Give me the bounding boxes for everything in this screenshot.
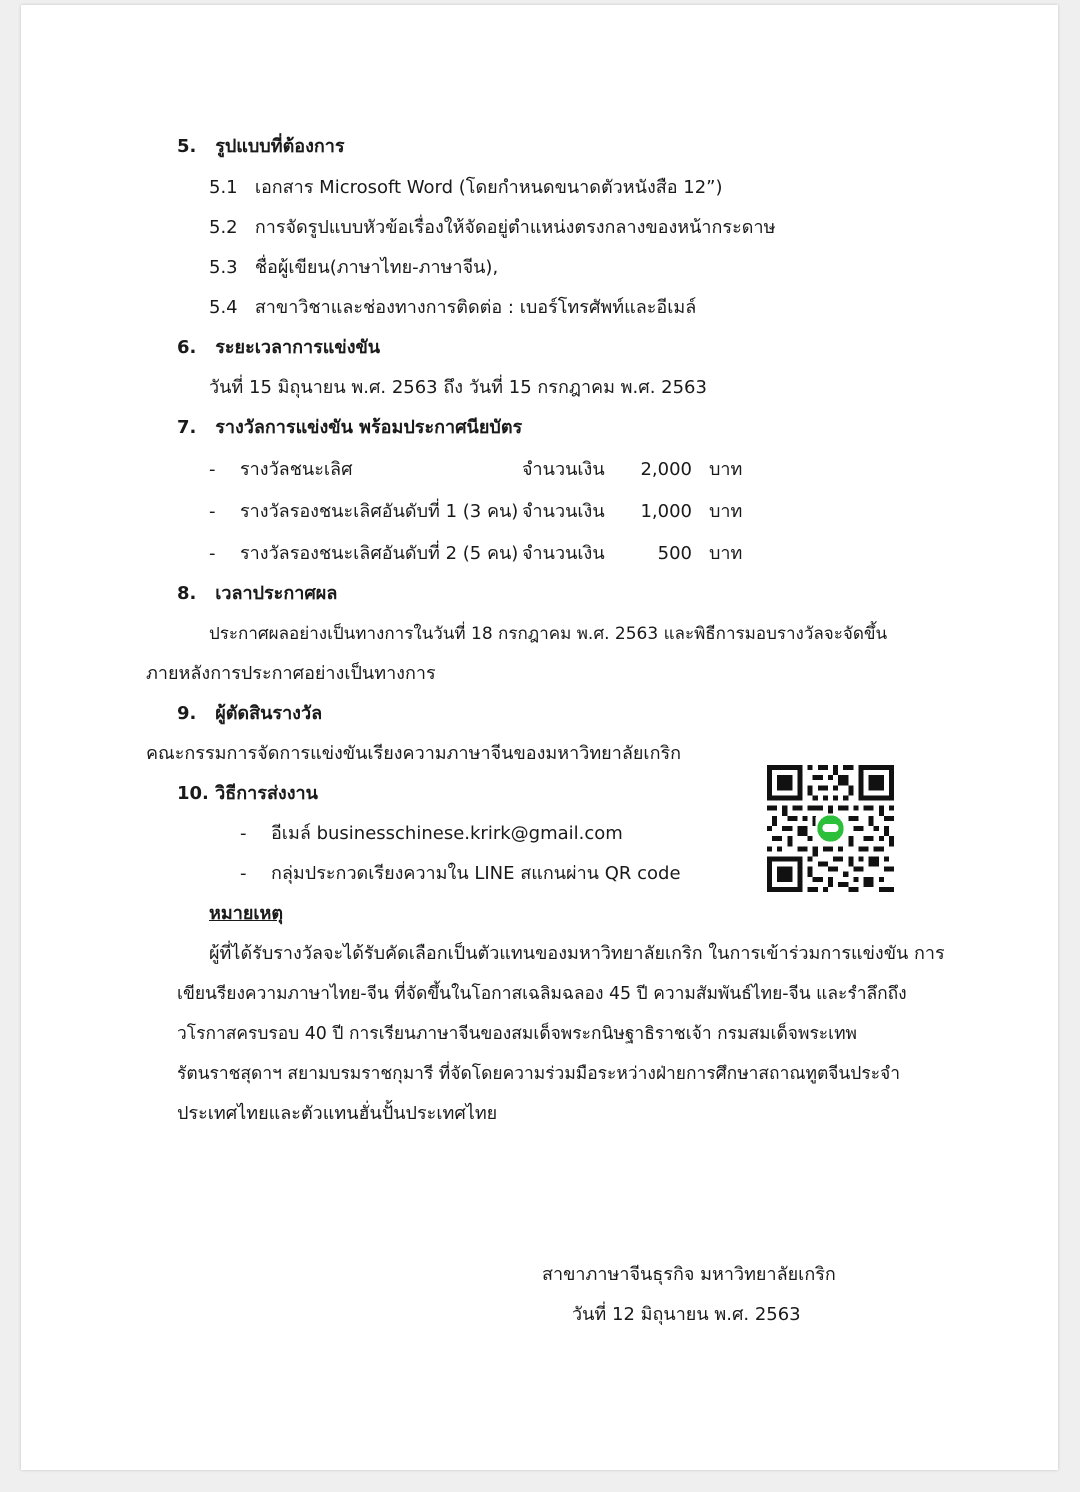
section-7-heading: 7. รางวัลการแข่งขัน พร้อมประกาศนียบัตร bbox=[177, 417, 523, 438]
section-8-text: ภายหลังการประกาศอย่างเป็นทางการ bbox=[146, 663, 436, 684]
document-page: 5. รูปแบบที่ต้องการ 5.1 เอกสาร Microsoft Word (โดยกำหนดขนาดตัวหนังสือ 12”) 5.2 การจัดรูปแบบหัวข้อเรื่องให้จัดอยู่ตำแหน่งตรงกลางของหน้ากระดาษ 5.3 ชื่อผู้เขียน(ภาษาไทย-ภาษาจีน), 5.4 สาขาวิชาและช่องทางการติดต่อ : เบอร์โทรศัพท์และอีเมล์ 6. ระยะเวลาการแข่งขัน วันที่ 15 มิถุนายน พ.ศ. 2563 ถึง วันที่ 15 กรกฎาคม พ.ศ. 2563 7. รางวัลการแข่งขัน พร้อมประกาศนียบัตร - รางวัลชนะเลิศ จำนวนเงิน 2,000 บาท - รางวัลรองชนะเลิศอันดับที่ 1 (3 คน) จำนวนเงิน 1,000 บาท - รางวัลรองชนะเลิศอันดับที่ 2 (5 คน) จำนวนเงิน 500 บาท 8. เวลาประกาศผล ประกาศผลอย่างเป็นทางการในวันที่ 18 กรกฎาคม พ.ศ. 2563 และพิธีการมอบรางวัลจะจัดขึ้น ภายหลังการประกาศอย่างเป็นทางการ 9. ผู้ตัดสินรางวัล คณะกรรมการจัดการแข่งขันเรียงความภาษาจีนของมหาวิทยาลัยเกริก 10. วิธีการส่งงาน - อีเมล์ businesschinese.krirk@gmail.com - กลุ่มประกวดเรียงความใน LINE สแกนผ่าน QR code หมายเหตุ ผู้ที่ได้รับรางวัลจะได้รับคัดเลือกเป็นตัวแทนของมหาวิทยาลัยเกริก ในการเข้าร่วมการแข่งขัน การ เขียนรียงความภาษาไทย-จีน ที่จัดขึ้นในโอกาสเฉลิมฉลอง 45 ปี ความสัมพันธ์ไทย-จีน และรำลึกถึง วโรกาสครบรอบ 40 ปี การเรียนภาษาจีนของสมเด็จพระกนิษฐาธิราชเจ้า กรมสมเด็จพระเทพ รัตนราชสุดาฯ สยามบรมราชกุมารี ที่จัดโดยความร่วมมือระหว่างฝ่ายการศึกษาสถาณทูตจีนประจำ ประเทศไทยและตัวแทนฮั่นปั้นประเทศไทย สาขาภาษาจีนธุรกิจ มหาวิทยาลัยเกริก วันที่ 12 มิถุนายน พ.ศ. 2563 bbox=[21, 5, 1058, 1470]
section-5-item: 5.4 สาขาวิชาและช่องทางการติดต่อ : เบอร์โทรศัพท์และอีเมล์ bbox=[209, 297, 697, 318]
note-line: เขียนรียงความภาษาไทย-จีน ที่จัดขึ้นในโอกาสเฉลิมฉลอง 45 ปี ความสัมพันธ์ไทย-จีน และรำลึกถึง bbox=[177, 984, 907, 1004]
section-8-heading: 8. เวลาประกาศผล bbox=[177, 583, 338, 604]
note-heading: หมายเหตุ bbox=[209, 903, 284, 924]
section-10-heading: 10. วิธีการส่งงาน bbox=[177, 783, 318, 804]
note-line: ประเทศไทยและตัวแทนฮั่นปั้นประเทศไทย bbox=[177, 1103, 498, 1124]
section-9-text: คณะกรรมการจัดการแข่งขันเรียงความภาษาจีนของมหาวิทยาลัยเกริก bbox=[146, 743, 682, 764]
section-5-item: 5.1 เอกสาร Microsoft Word (โดยกำหนดขนาดตัวหนังสือ 12”) bbox=[209, 177, 723, 198]
note-line: วโรกาสครบรอบ 40 ปี การเรียนภาษาจีนของสมเด็จพระกนิษฐาธิราชเจ้า กรมสมเด็จพระเทพ bbox=[177, 1024, 858, 1044]
line-qr-code-icon[interactable] bbox=[767, 765, 894, 892]
note-line: รัตนราชสุดาฯ สยามบรมราชกุมารี ที่จัดโดยความร่วมมือระหว่างฝ่ายการศึกษาสถาณทูตจีนประจำ bbox=[177, 1064, 900, 1084]
signature-date: วันที่ 12 มิถุนายน พ.ศ. 2563 bbox=[572, 1304, 801, 1325]
section-5-item: 5.3 ชื่อผู้เขียน(ภาษาไทย-ภาษาจีน), bbox=[209, 257, 499, 278]
section-9-heading: 9. ผู้ตัดสินรางวัล bbox=[177, 703, 323, 724]
note-line: ผู้ที่ได้รับรางวัลจะได้รับคัดเลือกเป็นตัวแทนของมหาวิทยาลัยเกริก ในการเข้าร่วมการแข่งขัน การ bbox=[209, 943, 945, 964]
section-6-text: วันที่ 15 มิถุนายน พ.ศ. 2563 ถึง วันที่ 15 กรกฎาคม พ.ศ. 2563 bbox=[209, 377, 707, 398]
section-5-heading: 5. รูปแบบที่ต้องการ bbox=[177, 136, 345, 157]
section-8-text: ประกาศผลอย่างเป็นทางการในวันที่ 18 กรกฎาคม พ.ศ. 2563 และพิธีการมอบรางวัลจะจัดขึ้น bbox=[209, 624, 888, 644]
section-5-item: 5.2 การจัดรูปแบบหัวข้อเรื่องให้จัดอยู่ตำแหน่งตรงกลางของหน้ากระดาษ bbox=[209, 217, 776, 238]
section-6-heading: 6. ระยะเวลาการแข่งขัน bbox=[177, 337, 381, 358]
signature-org: สาขาภาษาจีนธุรกิจ มหาวิทยาลัยเกริก bbox=[542, 1264, 836, 1285]
